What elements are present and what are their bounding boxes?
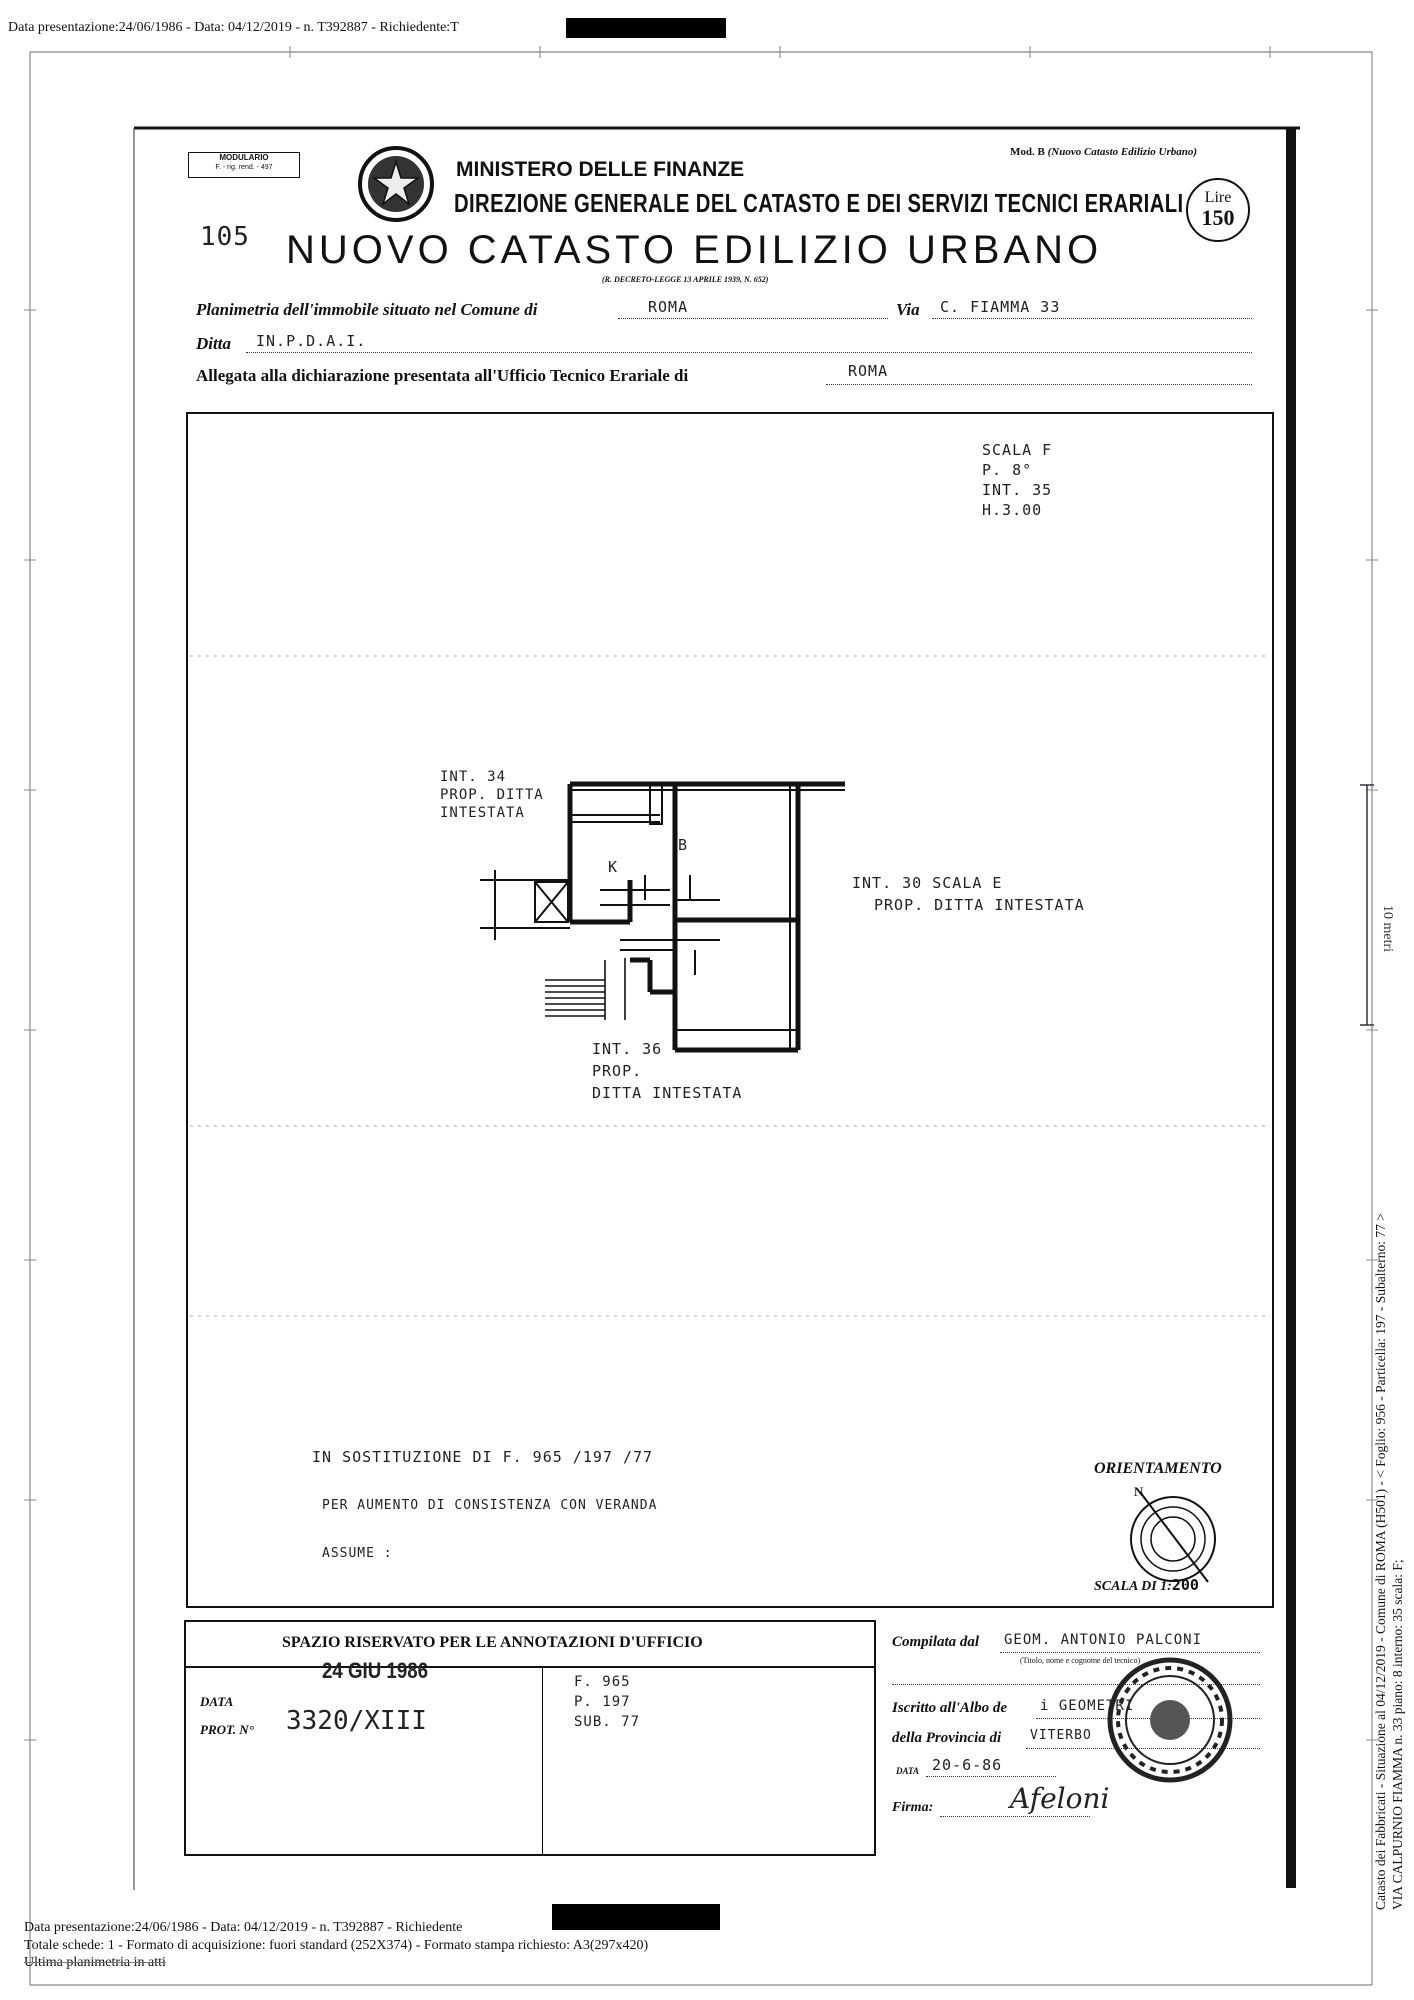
ministry-name: MINISTERO DELLE FINANZE: [456, 158, 745, 181]
office-prot-label: PROT. N°: [200, 1722, 254, 1737]
right-sidebar-text: Catasto dei Fabbricati - Situazione al 04/12/2019 - Comune di ROMA (H501) - < Foglio: 956 - Particella: 197 - Subalterno: 77 > VIA CALPURNIO FIAMMA n. 33 piano: 8 interno: 35 scala: F;: [1373, 1213, 1405, 1910]
ditta-label: Ditta: [196, 334, 231, 353]
footer-line-1: Data presentazione:24/06/1986 - Data: 04/12/2019 - n. T392887 - Richiedente: [24, 1920, 463, 1935]
allegata-value: ROMA: [848, 362, 889, 380]
provincia-label: della Provincia di: [892, 1730, 1002, 1746]
ditta-value: IN.P.D.A.I.: [256, 332, 367, 350]
compilata-label: Compilata dal: [892, 1634, 980, 1650]
room-k-label: K: [608, 858, 619, 876]
mod-b-label: Mod. B (Nuovo Catasto Edilizio Urbano): [1010, 146, 1198, 158]
direction-name: DIREZIONE GENERALE DEL CATASTO E DEI SERVIZI TECNICI ERARIALI: [454, 188, 1184, 218]
footer-redaction-bar: [552, 1904, 720, 1930]
compiler-data-label: DATA: [896, 1766, 920, 1776]
top-header-redacted-suffix: T: [450, 20, 459, 35]
allegata-dotted: [826, 384, 1252, 385]
office-box: [184, 1620, 876, 1856]
firma-dotted: [940, 1816, 1090, 1817]
emblem-icon: [356, 144, 436, 224]
via-value: C. FIAMMA 33: [940, 298, 1061, 316]
side-scale-label: 10 metri: [1380, 905, 1395, 953]
modulario-box: [188, 152, 300, 178]
office-stamp-date: 24 GIU 1986: [322, 1658, 429, 1683]
int30-label: INT. 30 SCALA E PROP. DITTA INTESTATA: [852, 874, 1085, 914]
round-stamp-icon: [1100, 1650, 1240, 1790]
decree-text: (R. DECRETO-LEGGE 13 APRILE 1939, N. 652): [602, 275, 769, 284]
office-title: SPAZIO RISERVATO PER LE ANNOTAZIONI D'UFFICIO: [282, 1634, 703, 1651]
note-assume: ASSUME :: [322, 1546, 393, 1561]
lire-value: 150: [1201, 205, 1235, 230]
orientation-label: ORIENTAMENTO: [1094, 1460, 1222, 1477]
firma-signature: Afeloni: [1010, 1782, 1110, 1815]
compiler-data-dotted: [926, 1776, 1056, 1777]
room-b-label: B: [678, 836, 689, 854]
modulario-label: MODULARIO: [219, 153, 269, 162]
top-header-text: Data presentazione:24/06/1986 - Data: 04/12/2019 - n. T392887 - Richiedente:T: [8, 20, 459, 35]
scale-annotation: SCALA F P. 8° INT. 35 H.3.00: [982, 441, 1053, 519]
office-refs: F. 965 P. 197 SUB. 77: [574, 1674, 641, 1730]
provincia-value: VITERBO: [1030, 1728, 1092, 1743]
lire-label: Lire: [1204, 189, 1232, 206]
footer-line-2: Totale schede: 1 - Formato di acquisizione: fuori standard (252X374) - Formato stampa richiesto: A3(297x420): [24, 1938, 649, 1953]
office-prot-value: 3320/XIII: [286, 1706, 427, 1736]
int36-label: INT. 36 PROP. DITTA INTESTATA: [592, 1040, 743, 1102]
modulario-code: F. - rig. rend. - 497: [215, 164, 273, 171]
via-label: Via: [896, 300, 920, 319]
footer-line-3: Ultima planimetria in atti: [24, 1955, 166, 1970]
compilata-value: GEOM. ANTONIO PALCONI: [1004, 1632, 1203, 1648]
margin-number: 105: [200, 222, 250, 252]
titolo-note: (Titolo, nome e cognome del tecnico): [1020, 1656, 1141, 1665]
comune-label: Planimetria dell'immobile situato nel Comune di: [196, 300, 538, 319]
allegata-label: Allegata alla dichiarazione presentata all'Ufficio Tecnico Erariale di: [196, 366, 689, 385]
comune-dotted: [618, 318, 888, 319]
via-dotted: [932, 318, 1252, 319]
scale-text: SCALA DI 1:200: [1094, 1576, 1199, 1594]
north-label: N: [1134, 1484, 1144, 1499]
int34-label: INT. 34 PROP. DITTA INTESTATA: [440, 769, 544, 821]
albo-label: Iscritto all'Albo de: [892, 1700, 1008, 1716]
comune-value: ROMA: [648, 298, 689, 316]
ditta-dotted: [246, 352, 1252, 353]
office-col-divider: [542, 1666, 543, 1856]
note-sostituzione: IN SOSTITUZIONE DI F. 965 /197 /77: [312, 1448, 654, 1466]
albo-value: i GEOMETRI: [1040, 1698, 1135, 1714]
lire-badge: [1186, 178, 1250, 242]
form-title: NUOVO CATASTO EDILIZIO URBANO: [286, 228, 1103, 272]
firma-label: Firma:: [892, 1800, 934, 1815]
note-aumento: PER AUMENTO DI CONSISTENZA CON VERANDA: [322, 1498, 658, 1513]
compiler-data-value: 20-6-86: [932, 1756, 1003, 1774]
office-data-label: DATA: [200, 1694, 234, 1709]
office-title-divider: [184, 1666, 876, 1668]
